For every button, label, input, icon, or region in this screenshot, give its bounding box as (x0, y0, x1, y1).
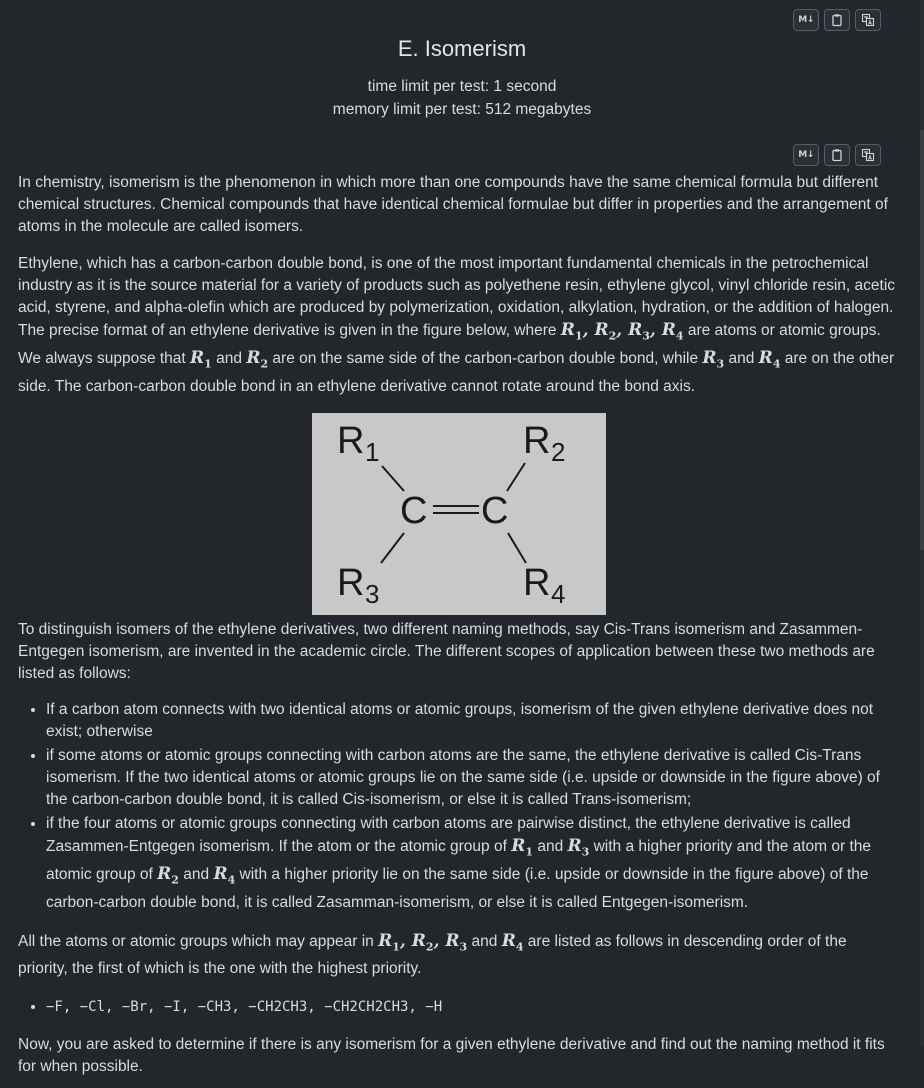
problem-title: E. Isomerism (397, 36, 527, 61)
bond-c2-r4 (508, 533, 526, 563)
priority-list-item (46, 996, 900, 1018)
label-r2-sub: 2 (551, 436, 566, 467)
copy-button[interactable] (824, 144, 850, 166)
scrollbar-thumb[interactable] (920, 130, 924, 550)
time-limit: time limit per test: 1 second (367, 78, 557, 95)
statement-paragraph-5: Now, you are asked to determine if there is any isomerism for a given ethylene derivative and find out the naming method it fits for when possible. (18, 1035, 885, 1075)
memory-limit: memory limit per test: 512 megabytes (332, 101, 592, 118)
statement-paragraph-2: Ethylene, which has a carbon-carbon double bond, is one of the most important fundamental chemicals in the petrochemical industry as it is the source material for a variety of products such as polyethene resin, ethylene glycol, vinyl chloride resin, acetic acid, styrene, and alpha-olefin which are produced by polymerization, oxidation, alkylation, hydration, or the addition of halogen. The precise format of an ethylene derivative is given in the figure below, where $R_1$, $R_2$, $R_3$, $R_4$ are atoms or atomic groups. We always suppose that $R_1$ and $R_2$ are on the same side of the carbon-carbon double bond, while $R_3$ and $R_4$ are on the other side. The carbon-carbon double bond in an ethylene derivative cannot rotate around the bond axis. (18, 255, 896, 395)
clipboard-icon (830, 148, 844, 162)
label-r1-sub: 1 (365, 436, 380, 467)
statement-paragraph-3: To distinguish isomers of the ethylene derivatives, two different naming methods, say Cis-Trans isomerism and Zasammen-Entgegen isomerism, are invented in the academic circle. The different scopes of application between these two methods are listed as follows: (18, 620, 875, 682)
ethylene-structure-diagram (312, 413, 606, 615)
math-r4: $R_4$ (758, 348, 781, 371)
problem-statement (18, 172, 900, 1088)
rule-item-3: • if the four atoms or atomic groups connecting with carbon atoms are pairwise distinct, the ethylene derivative is called Zasammen-Entgegen isomerism. If the atom or the atomic group of $R_1$ and $R_3$ with a higher priority and the atom or the atomic group of $R_2$ and $R_4$ with a higher priority lie on the same side (i.e. upside or downside in the figure above) of the carbon-carbon double bond, it is called Zasamman-isomerism, or else it is called Entgegen-isomerism. (46, 813, 900, 914)
ethylene-structure-figure (312, 413, 606, 615)
bond-r2-c2 (507, 463, 525, 491)
statement-paragraph-1: In chemistry, isomerism is the phenomenon in which more than one compounds have the same chemical formula but different chemical structures. Chemical compounds that have identical chemical formulae but differ in properties and the arrangement of atoms in the molecule are called isomers. (18, 174, 888, 235)
statement-paragraph-4: All the atoms or atomic groups which may appear in $R_1$, $R_2$, $R_3$ and $R_4$ are listed as follows in descending order of the priority, the first of which is the one with the highest priority. (18, 930, 847, 977)
math-r3: $R_3$ (702, 348, 725, 371)
translate-button[interactable] (855, 144, 881, 166)
header-toolbar (793, 9, 881, 31)
priority-list (18, 996, 900, 1018)
rule-item-1: • If a carbon atom connects with two identical atoms or atomic groups, isomerism of the given ethylene derivative does not exist; otherwise (46, 699, 900, 743)
markdown-icon: M↓ (798, 150, 814, 160)
translate-button[interactable] (855, 9, 881, 31)
page-scrollbar[interactable] (920, 0, 924, 1047)
copy-button[interactable] (824, 9, 850, 31)
markdown-button[interactable] (793, 9, 819, 31)
math-r1-r4: $R_1$, $R_2$, $R_3$, $R_4$ (560, 320, 684, 343)
naming-rules-list (18, 699, 900, 914)
priority-sequence: −F, −Cl, −Br, −I, −CH3, −CH2CH3, −CH2CH2CH3, −H (46, 998, 443, 1015)
clipboard-icon (830, 13, 844, 27)
label-r3-sub: 3 (365, 578, 380, 609)
label-r4: R (523, 561, 551, 604)
label-c2: C (481, 489, 509, 532)
bond-c1-r3 (381, 533, 404, 563)
translate-icon (861, 148, 875, 162)
problem-header (0, 34, 924, 121)
translate-icon (861, 13, 875, 27)
label-r1: R (337, 419, 365, 462)
rule-item-2: • if some atoms or atomic groups connecting with carbon atoms are the same, the ethylene derivative is called Cis-Trans isomerism. If the two identical atoms or atomic groups lie on the same side (i.e. upside or downside in the figure above) of the carbon-carbon double bond, it is called Cis-isomerism, or else it is called Trans-isomerism; (46, 745, 900, 811)
ethylene-figure-wrap (18, 413, 900, 615)
label-r2: R (523, 419, 551, 462)
math-r1: $R_1$ (190, 348, 212, 371)
bond-r1-c1 (382, 466, 404, 491)
markdown-icon: M↓ (798, 15, 814, 25)
statement-toolbar (793, 144, 881, 166)
markdown-button[interactable] (793, 144, 819, 166)
label-r3: R (337, 561, 365, 604)
math-r2: $R_2$ (246, 348, 269, 371)
label-c1: C (400, 489, 428, 532)
label-r4-sub: 4 (551, 578, 566, 609)
